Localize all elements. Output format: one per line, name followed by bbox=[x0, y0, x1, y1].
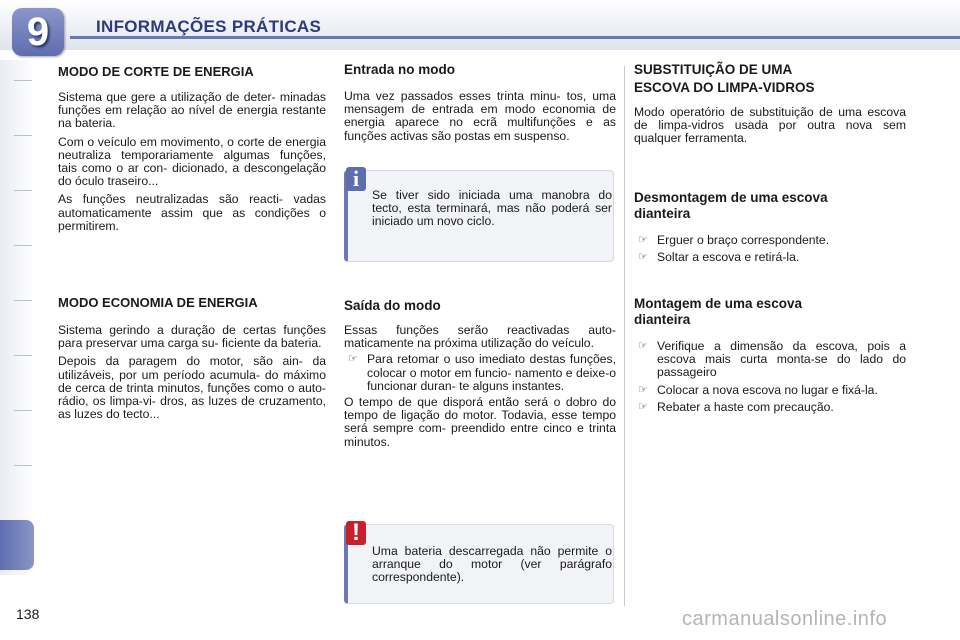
list-item bbox=[634, 401, 906, 414]
pointing-hand-icon: ☞ bbox=[638, 383, 648, 396]
subsection-title-install-line1: Montagem de uma escova bbox=[634, 296, 803, 312]
subsection-title-install-line2: dianteira bbox=[634, 312, 691, 328]
pointing-hand-icon: ☞ bbox=[638, 400, 648, 413]
paragraph: Modo operatório de substituição de uma escova de limpa-vidros usada por outra nova sem qualquer ferramenta. bbox=[634, 105, 906, 146]
chapter-tabs bbox=[0, 60, 34, 575]
tab-divider bbox=[14, 465, 32, 466]
chapter-number: 9 bbox=[26, 10, 50, 54]
list-item-text: Para retomar o uso imediato destas funções, colocar o motor em funcio- namento e deixe-o funcionar duran- te alguns instantes. bbox=[367, 352, 616, 393]
chapter-badge bbox=[12, 8, 64, 56]
tab-divider bbox=[14, 355, 32, 356]
subsection-title-entry: Entrada no modo bbox=[344, 62, 455, 77]
section-title-energy-economy: MODO ECONOMIA DE ENERGIA bbox=[58, 295, 258, 311]
tab-divider bbox=[14, 80, 32, 81]
column-divider bbox=[624, 66, 625, 606]
paragraph: Com o veículo em movimento, o corte de energia neutraliza temporariamente algumas funções, tais como o ar con- dicionado, a descongelação do óculo traseiro... bbox=[58, 134, 326, 189]
list-item bbox=[634, 234, 906, 247]
tab-divider bbox=[14, 190, 32, 191]
paragraph: Sistema que gere a utilização de deter- minadas funções em relação ao nível de energia restante na bateria. bbox=[58, 90, 326, 131]
paragraph: Uma vez passados esses trinta minu- tos, uma mensagem de entrada em modo economia de energia aparece no ecrã multifunções e as funções activas são postas em suspenso. bbox=[344, 89, 616, 143]
list-item-text: Soltar a escova e retirá-la. bbox=[657, 249, 800, 264]
list-item bbox=[634, 384, 906, 397]
pointing-hand-icon: ☞ bbox=[638, 233, 648, 246]
list-item bbox=[634, 251, 906, 264]
section-title-wiper-line1: SUBSTITUIÇÃO DE UMA bbox=[634, 62, 793, 77]
page-number: 138 bbox=[16, 606, 40, 622]
paragraph: O tempo de que disporá então será o dobro do tempo de ligação do motor. Todavia, esse tempo será sempre com- preendido entre cinco e trinta minutos. bbox=[344, 395, 616, 449]
paragraph: Sistema gerindo a duração de certas funções para preservar uma carga su- ficiente da bateria. bbox=[58, 323, 326, 351]
list-item-text: Rebater a haste com precaução. bbox=[657, 399, 834, 414]
list-item bbox=[344, 353, 616, 393]
paragraph: Essas funções serão reactivadas auto- maticamente na próxima utilização do veículo. bbox=[344, 323, 616, 351]
paragraph: Depois da paragem do motor, são ain- da utilizáveis, por um período acumula- do máximo de cerca de trinta minutos, funções como o auto-rádio, os limpa-vi- dros, as luzes de cruzamento, as luzes do tecto... bbox=[58, 354, 326, 422]
info-icon: i bbox=[346, 167, 366, 191]
subsection-title-exit: Saída do modo bbox=[344, 298, 441, 313]
column-wiper-blade bbox=[634, 60, 906, 414]
page-title: INFORMAÇÕES PRÁTICAS bbox=[96, 17, 322, 36]
tab-divider bbox=[14, 135, 32, 136]
info-note-text: Se tiver sido iniciada uma manobra do tecto, esta terminará, mas não poderá ser iniciado um novo ciclo. bbox=[372, 188, 612, 229]
column-exit-mode bbox=[344, 298, 616, 449]
list-item-text: Verifique a dimensão da escova, pois a escova mais curta monta-se do lado do passageiro bbox=[657, 339, 906, 380]
warning-note bbox=[344, 519, 614, 604]
pointing-hand-icon: ☞ bbox=[638, 250, 648, 263]
column-economy-mode bbox=[344, 60, 616, 143]
tab-divider bbox=[14, 300, 32, 301]
column-power-modes bbox=[58, 60, 326, 421]
info-note bbox=[344, 166, 614, 262]
list-item-text: Erguer o braço correspondente. bbox=[657, 232, 830, 247]
watermark: carmanualsonline.info bbox=[682, 608, 888, 630]
list-item bbox=[634, 340, 906, 380]
subsection-title-removal-line1: Desmontagem de uma escova bbox=[634, 189, 828, 205]
tab-divider bbox=[14, 245, 32, 246]
paragraph: As funções neutralizadas são reacti- vadas automaticamente assim que as condições o permitirem. bbox=[58, 192, 326, 233]
subsection-title-removal-line2: dianteira bbox=[634, 205, 691, 221]
warning-icon: ! bbox=[346, 521, 366, 545]
section-title-energy-cut: MODO DE CORTE DE ENERGIA bbox=[58, 64, 254, 79]
tab-divider bbox=[14, 410, 32, 411]
pointing-hand-icon: ☞ bbox=[348, 353, 358, 366]
pointing-hand-icon: ☞ bbox=[638, 340, 648, 353]
section-title-wiper-line2: ESCOVA DO LIMPA-VIDROS bbox=[634, 80, 815, 95]
tab-chapter-9[interactable] bbox=[0, 520, 34, 570]
warning-note-text: Uma bateria descarregada não permite o arranque do motor (ver parágrafo correspondente). bbox=[372, 544, 612, 585]
list-item-text: Colocar a nova escova no lugar e fixá-la. bbox=[657, 382, 878, 397]
